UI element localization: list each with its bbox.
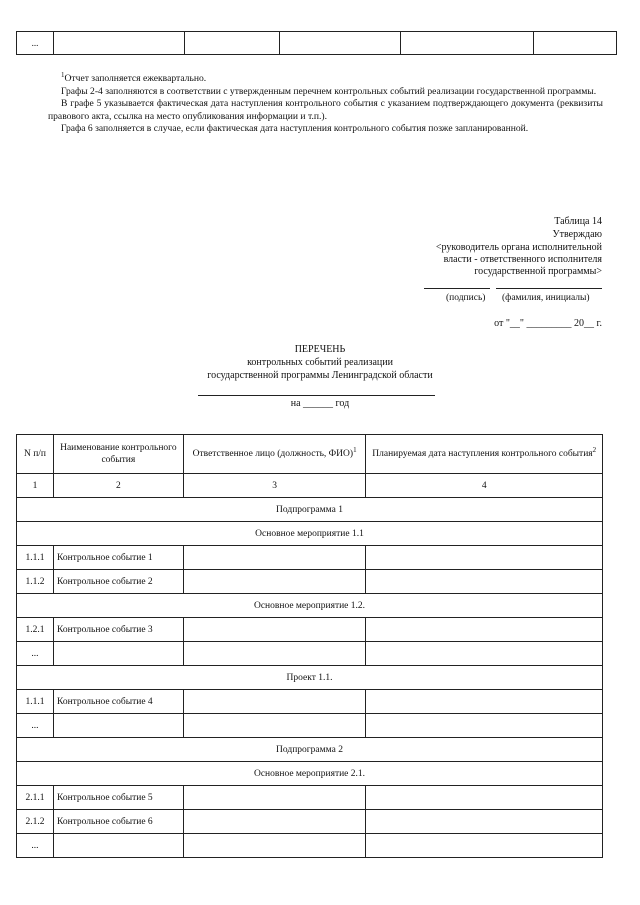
- signature-caption: (подпись): [446, 293, 486, 303]
- year-line: на ______ год: [290, 398, 350, 409]
- table-row: ...: [17, 714, 603, 738]
- table-row: 1.1.2 Контрольное событие 2: [17, 570, 603, 594]
- col-header-responsible: Ответственное лицо (должность, ФИО)$^1$: [183, 435, 366, 474]
- ellipsis-cell: ...: [17, 32, 54, 55]
- table-row: 2.1.1 Контрольное событие 5: [17, 786, 603, 810]
- col-header-planned-date: Планируемая дата наступления контрольного события$^2$: [366, 435, 603, 474]
- section-project-1-1: Проект 1.1.: [17, 666, 603, 690]
- note-paragraph-3: Графа 6 заполняется в случае, если фактическая дата наступления контрольного события позже запланированной.: [61, 123, 529, 134]
- table-row: 1.1.1 Контрольное событие 1: [17, 546, 603, 570]
- table-row: ...: [17, 642, 603, 666]
- footnote: $^1$Отчет заполняется ежеквартально.: [61, 70, 207, 84]
- title-underline: [198, 395, 435, 396]
- table-row: 1.2.1 Контрольное событие 3: [17, 618, 603, 642]
- table-label: Таблица 14: [554, 216, 602, 227]
- section-subprogram-2: Подпрограмма 2: [17, 738, 603, 762]
- date-line: от "__" _________ 20__ г.: [494, 318, 602, 329]
- approver-line-2: власти - ответственного исполнителя: [443, 254, 602, 265]
- notes: [48, 70, 603, 136]
- approve-label: Утверждаю: [552, 229, 602, 240]
- document-heading: ПЕРЕЧЕНЬ: [294, 344, 346, 355]
- note-paragraph-2: В графе 5 указывается фактическая дата наступления контрольного события с указанием подтверждающего документа (реквизиты правового акта, ссылка на место опубликования информации и т.п.).: [48, 98, 603, 122]
- header-row: [17, 435, 603, 474]
- control-events-table: [16, 434, 603, 858]
- section-subprogram-1: Подпрограмма 1: [17, 498, 603, 522]
- section-main-activity-1-2: Основное мероприятие 1.2.: [17, 594, 603, 618]
- approver-line-1: <руководитель органа исполнительной: [435, 242, 602, 253]
- col-header-name: Наименование контрольного события: [53, 435, 183, 474]
- name-caption: (фамилия, инициалы): [502, 293, 590, 303]
- table-row: 1.1.1 Контрольное событие 4: [17, 690, 603, 714]
- signature-line: [424, 288, 490, 289]
- table-row: 2.1.2 Контрольное событие 6: [17, 810, 603, 834]
- note-paragraph-1: Графы 2-4 заполняются в соответствии с утвержденным перечнем контрольных событий реализации государственной программы.: [61, 85, 597, 97]
- approver-line-3: государственной программы>: [474, 266, 602, 277]
- title-line-1: контрольных событий реализации: [247, 357, 393, 368]
- section-main-activity-2-1: Основное мероприятие 2.1.: [17, 762, 603, 786]
- column-numbers-row: 1 2 3 4: [17, 474, 603, 498]
- col-header-number: N п/п: [17, 435, 54, 474]
- title-line-2: государственной программы Ленинградской области: [207, 370, 433, 381]
- table-row: ...: [17, 834, 603, 858]
- previous-table-fragment: [16, 31, 617, 55]
- section-main-activity-1-1: Основное мероприятие 1.1: [17, 522, 603, 546]
- name-line: [496, 288, 602, 289]
